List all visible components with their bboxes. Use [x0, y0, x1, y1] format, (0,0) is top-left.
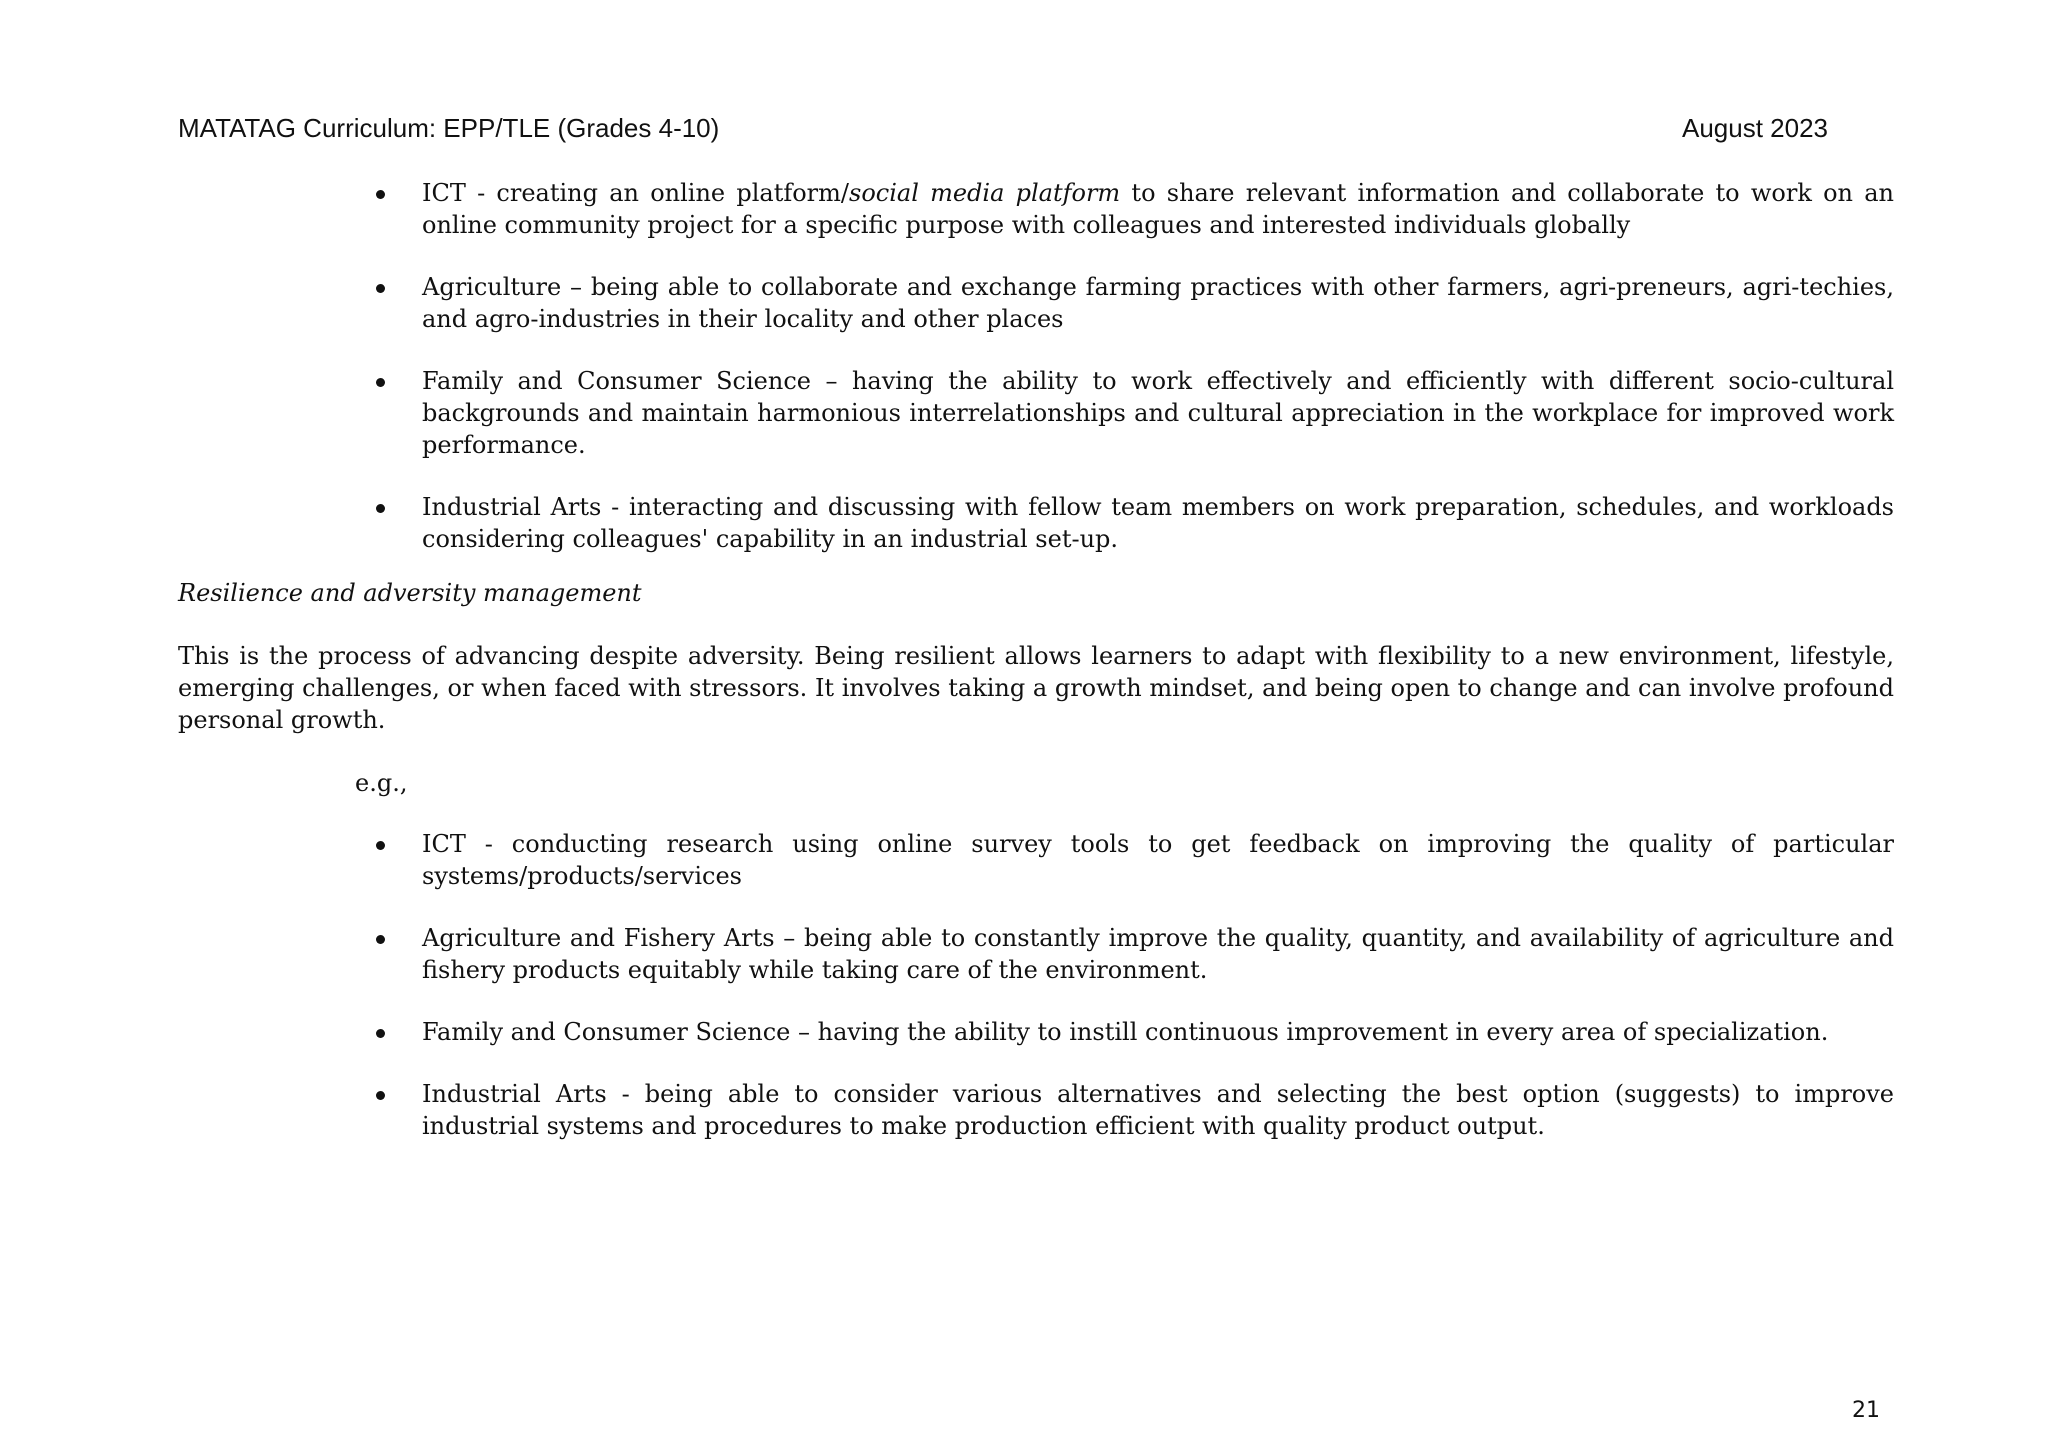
header-date: August 2023	[1681, 113, 1828, 143]
eg-label: e.g.,	[355, 769, 408, 797]
list-item-text: Industrial Arts - interacting and discussing with fellow team members on work preparation, schedules, and workloads considering colleagues' capability in an industrial set-up.	[422, 493, 1894, 553]
list-item-industrial-arts	[372, 491, 1894, 555]
list-item-family-consumer-science: Family and Consumer Science – having the ability to instill continuous improvement in every area of specialization.	[372, 1016, 1894, 1048]
section-title: Resilience and adversity management	[178, 579, 642, 607]
list-item-agriculture	[372, 271, 1894, 335]
list-item-family-consumer-science	[372, 365, 1894, 461]
resilience-examples-list	[372, 828, 1894, 1172]
page-number: 21	[1852, 1398, 1880, 1423]
list-item-text: Family and Consumer Science – having the ability to work effectively and efficiently with different socio-cultural backgrounds and maintain harmonious interrelationships and cultural appreciation in the workplace for improved work performance.	[422, 367, 1894, 459]
list-item-text: Agriculture – being able to collaborate and exchange farming practices with other farmers, agri-preneurs, agri-techies, and agro-industries in their locality and other places	[422, 273, 1894, 333]
list-item-text: to share relevant information and collaborate to work on an online community project for a specific purpose with colleagues and interested individuals globally	[422, 179, 1894, 239]
list-item-emphasis: social media platform	[849, 179, 1121, 207]
list-item-agriculture-fishery: Agriculture and Fishery Arts – being able to constantly improve the quality, quantity, and availability of agriculture and fishery products equitably while taking care of the environment.	[372, 922, 1894, 986]
collaboration-examples-list	[372, 177, 1894, 585]
list-item-text: ICT - creating an online platform/	[422, 179, 849, 207]
section-paragraph: This is the process of advancing despite adversity. Being resilient allows learners to adapt with flexibility to a new environment, lifestyle, emerging challenges, or when faced with stressors. It involves taking a growth mindset, and being open to change and can involve profound personal growth.	[178, 642, 1894, 734]
list-item-industrial-arts: Industrial Arts - being able to consider various alternatives and selecting the best option (suggests) to improve industrial systems and procedures to make production efficient with quality product output.	[372, 1078, 1894, 1142]
list-item-ict: ICT - conducting research using online survey tools to get feedback on improving the quality of particular systems/products/services	[372, 828, 1894, 892]
header-title: MATATAG Curriculum: EPP/TLE (Grades 4-10)	[178, 113, 720, 143]
list-item-ict	[372, 177, 1894, 241]
